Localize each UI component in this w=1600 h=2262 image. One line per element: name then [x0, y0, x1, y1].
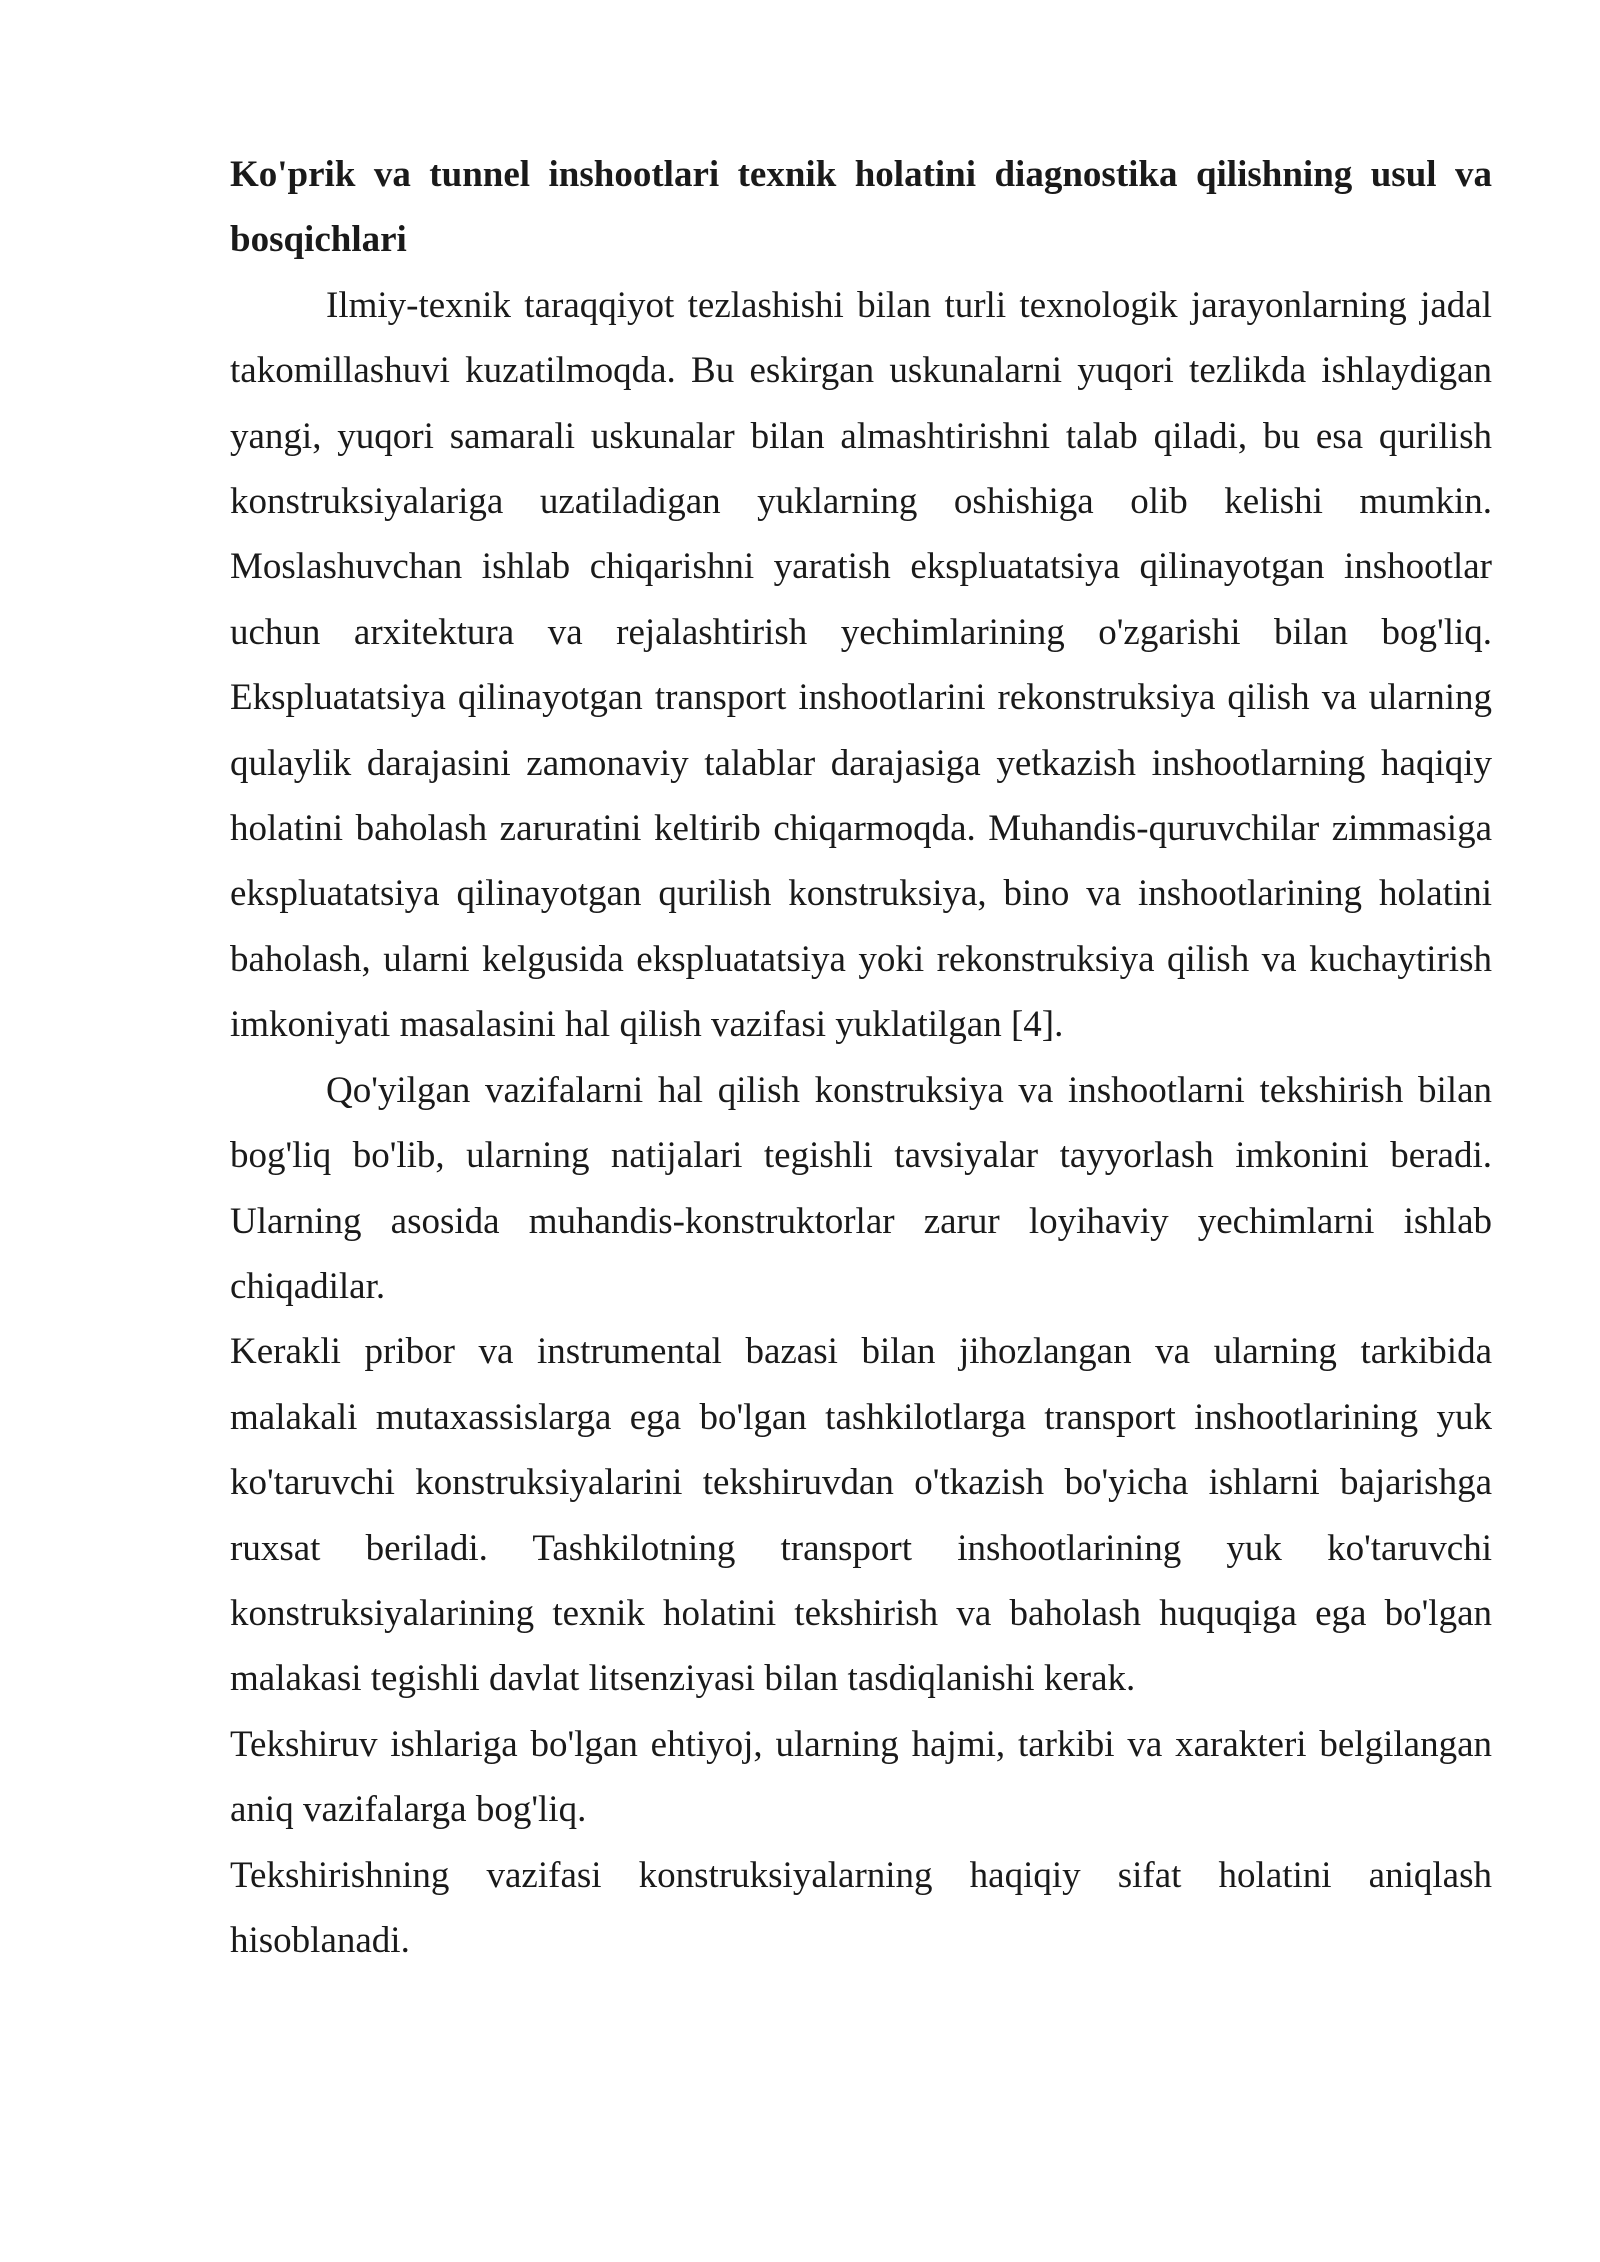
paragraph-4: Tekshiruv ishlariga bo'lgan ehtiyoj, ularning hajmi, tarkibi va xarakteri belgilangan aniq vazifalarga bog'liq.: [230, 1723, 1492, 1831]
paragraph-1: Ilmiy-texnik taraqqiyot tezlashishi bilan turli texnologik jarayonlarning jadal takomillashuvi kuzatilmoqda. Bu eskirgan uskunalarni yuqori tezlikda ishlaydigan yangi, yuqori samarali uskunalar bilan almashtirishni talab qiladi, bu esa qurilish konstruksiyalariga uzatiladigan yuklarning oshishiga olib kelishi mumkin. Moslashuvchan ishlab chiqarishni yaratish ekspluatatsiya qilinayotgan inshootlar uchun arxitektura va rejalashtirish yechimlarining o'zgarishi bilan bog'liq. Ekspluatatsiya qilinayotgan transport inshootlarini rekonstruksiya qilish va ularning qulaylik darajasini zamonaviy talablar darajasiga yetkazish inshootlarning haqiqiy holatini baholash zaruratini keltirib chiqarmoqda. Muhandis-quruvchilar zimmasiga ekspluatatsiya qilinayotgan qurilish konstruksiya, bino va inshootlarining holatini baholash, ularni kelgusida ekspluatatsiya yoki rekonstruksiya qilish va kuchaytirish imkoniyati masalasini hal qilish vazifasi yuklatilgan [4].: [230, 284, 1492, 1046]
paragraph-5: Tekshirishning vazifasi konstruksiyalarning haqiqiy sifat holatini aniqlash hisoblanadi.: [230, 1854, 1492, 1961]
paragraph-3: Kerakli pribor va instrumental bazasi bilan jihozlangan va ularning tarkibida malakali mutaxassislarga ega bo'lgan tashkilotlarga transport inshootlarining yuk ko'taruvchi konstruksiyalarini tekshiruvdan o'tkazish bo'yicha ishlarni bajarishga ruxsat beriladi. Tashkilotning transport inshootlarining yuk ko'taruvchi konstruksiyalarining texnik holatini tekshirish va baholash huquqiga ega bo'lgan malakasi tegishli davlat litsenziyasi bilan tasdiqlanishi kerak.: [230, 1331, 1492, 1700]
document-title: Ko'prik va tunnel inshootlari texnik holatini diagnostika qilishning usul va bosqichlari: [230, 154, 1492, 261]
document-page: [230, 142, 1492, 1973]
paragraph-2: Qo'yilgan vazifalarni hal qilish konstruksiya va inshootlarni tekshirish bilan bog'liq bo'lib, ularning natijalari tegishli tavsiyalar tayyorlash imkonini beradi. Ularning asosida muhandis-konstruktorlar zarur loyihaviy yechimlarni ishlab chiqadilar.: [230, 1069, 1492, 1307]
